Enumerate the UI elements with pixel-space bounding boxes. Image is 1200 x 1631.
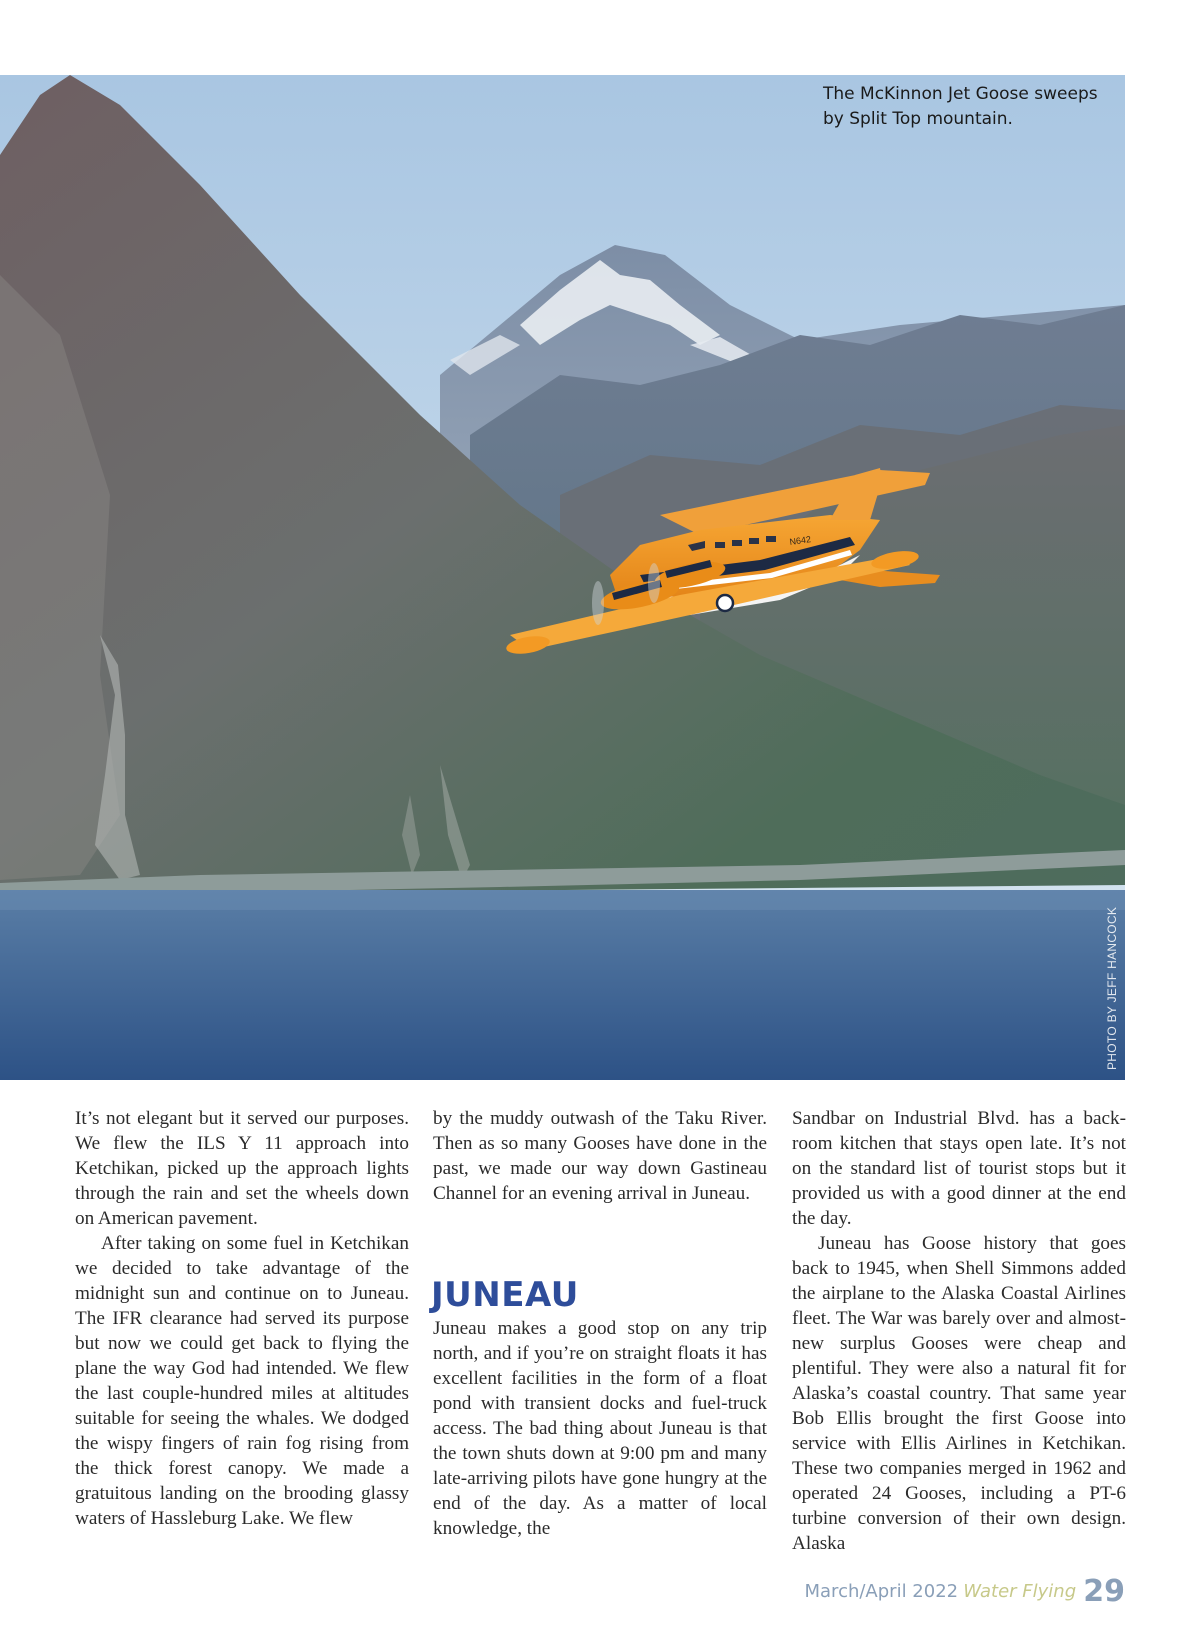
article-column-3: [792, 1106, 1126, 1556]
photo-caption: The McKinnon Jet Goose sweeps by Split Top mountain.: [823, 84, 1098, 129]
article-paragraph: Juneau has Goose history that goes back to 1945, when Shell Simmons added the airplane to the Alaska Coastal Airlines fleet. The War was barely over and almost-new surplus Gooses were cheap and plentiful. They were also a natural fit for Alaska’s coastal country. That same year Bob Ellis brought the first Goose into service with Ellis Airlines in Ketchikan. These two companies merged in 1962 and operated 24 Gooses, including a PT-6 turbine conversion of their own design. Alaska: [792, 1233, 1126, 1554]
mountain-lake-scene: [0, 75, 1125, 1080]
article-paragraph: by the muddy outwash of the Taku River. Then as so many Gooses have done in the past, we made our way down Gastineau Channel for an evening arrival in Juneau.: [433, 1108, 767, 1204]
photo-credit: PHOTO BY JEFF HANCOCK: [1105, 906, 1119, 1070]
magazine-name: Water Flying: [963, 1581, 1077, 1602]
article-paragraph: After taking on some fuel in Ketchikan we decided to take advantage of the midnight sun and continue on to Juneau. The IFR clearance had served its purpose but now we could get back to flying the plane the way God had intended. We flew the last couple-hundred miles at altitudes suitable for seeing the whales. We dodged the wispy fingers of rain fog rising from the thick forest canopy. We made a gratuitous landing on the brooding glassy waters of Hassleburg Lake. We flew: [75, 1233, 409, 1529]
hero-photo: [0, 75, 1125, 1080]
page-footer: [805, 1574, 1126, 1609]
article-paragraph: Juneau makes a good stop on any trip north, and if you’re on straight floats it has excellent facilities in the form of a float pond with transient docks and fuel-truck access. The bad thing about Juneau is that the town shuts down at 9:00 pm and many late-arriving pilots have gone hungry at the end of the day. As a matter of local knowledge, the: [433, 1318, 767, 1539]
article-column-1: [75, 1106, 409, 1531]
svg-text:N642: N642: [788, 534, 812, 547]
article-paragraph: Sandbar on Industrial Blvd. has a back-room kitchen that stays open late. It’s not on the standard list of tourist stops but it provided us with a good dinner at the end the day.: [792, 1108, 1126, 1229]
article-paragraph: It’s not elegant but it served our purposes. We flew the ILS Y 11 approach into Ketchikan, picked up the approach lights through the rain and set the wheels down on American pavement.: [75, 1108, 409, 1229]
article-column-2: [433, 1106, 767, 1541]
issue-date: March/April 2022: [804, 1581, 959, 1602]
page-number: 29: [1083, 1574, 1125, 1609]
section-heading: JUNEAU: [431, 1275, 579, 1315]
